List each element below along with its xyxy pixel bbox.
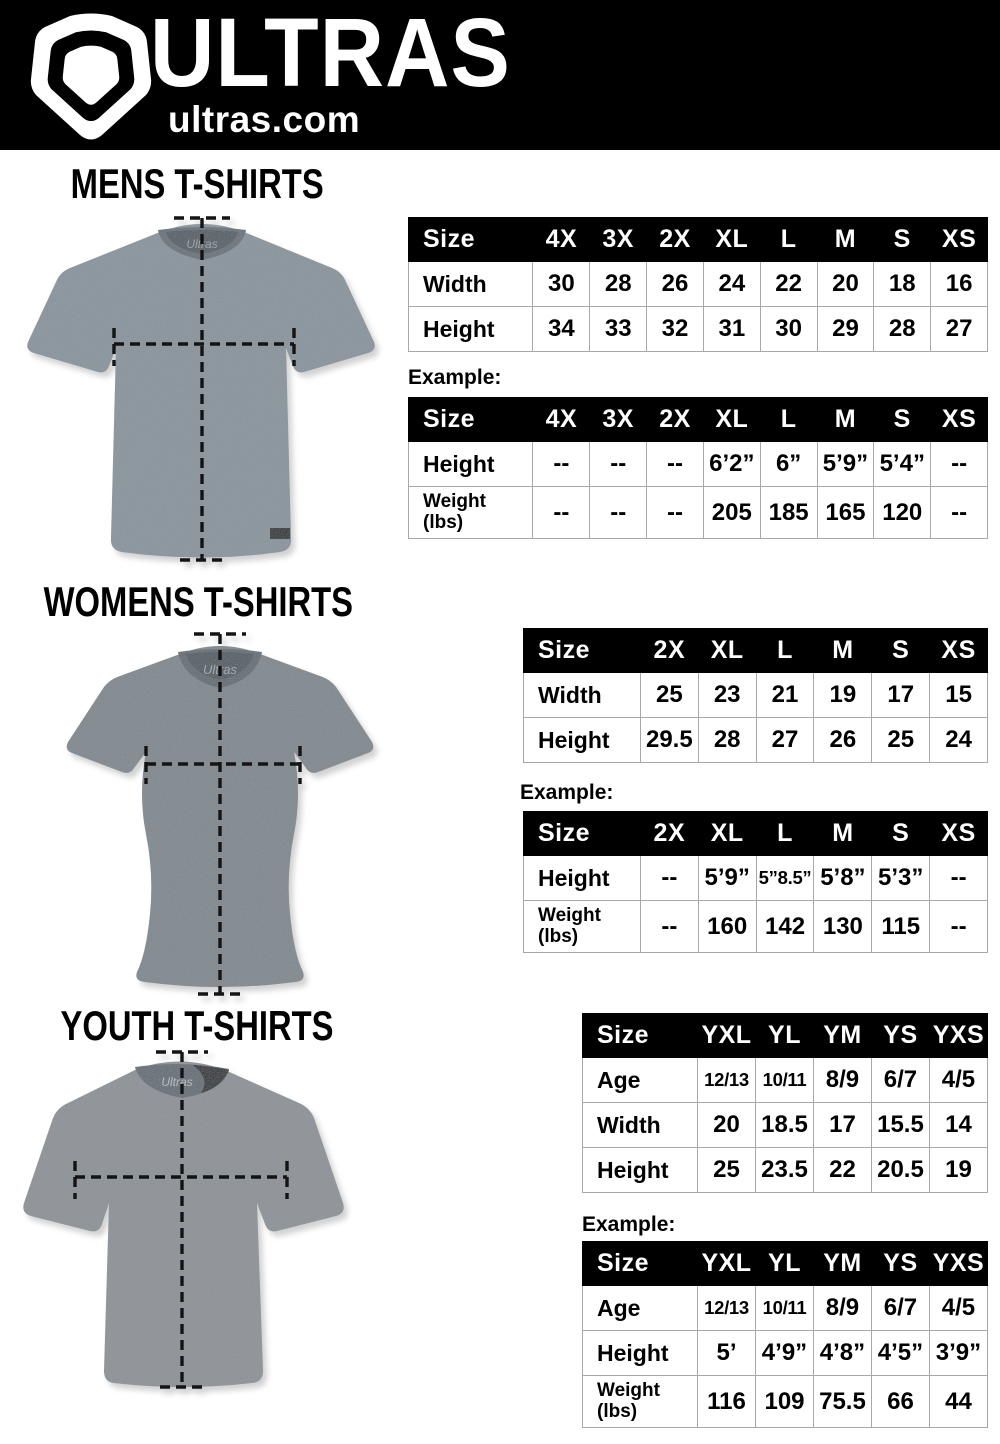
size-column-header: S <box>874 398 931 442</box>
hem-tag <box>270 528 290 539</box>
cell-value: 21 <box>756 673 814 718</box>
cell-value: 28 <box>874 307 931 352</box>
row-label: Width <box>409 262 533 307</box>
size-column-header: YS <box>871 1242 929 1286</box>
youth-example-table <box>582 1241 988 1428</box>
size-column-header: 2X <box>647 218 704 262</box>
cell-value: 15.5 <box>871 1103 929 1148</box>
size-column-header: L <box>760 398 817 442</box>
cell-value: 24 <box>703 262 760 307</box>
cell-value: 33 <box>590 307 647 352</box>
cell-value: -- <box>931 487 988 539</box>
cell-value: 44 <box>929 1376 987 1428</box>
size-column-header: XS <box>931 398 988 442</box>
size-column-header: XL <box>703 218 760 262</box>
cell-value: 120 <box>874 487 931 539</box>
womens-example-label: Example: <box>520 781 614 804</box>
size-column-header: 2X <box>647 398 704 442</box>
cell-value: -- <box>647 487 704 539</box>
cell-value: 3’9” <box>929 1331 987 1376</box>
cell-value: 160 <box>698 901 756 953</box>
cell-value: 4’9” <box>756 1331 814 1376</box>
cell-value: 22 <box>813 1148 871 1193</box>
size-column-header: 3X <box>590 398 647 442</box>
cell-value: 5’9” <box>698 856 756 901</box>
size-column-header: M <box>814 629 872 673</box>
cell-value: 17 <box>813 1103 871 1148</box>
cell-value: 10/11 <box>756 1286 814 1331</box>
size-column-header: 4X <box>533 398 590 442</box>
size-column-header: L <box>756 812 814 856</box>
cell-value: 5’8” <box>814 856 872 901</box>
cell-value: -- <box>640 901 698 953</box>
size-column-header: YL <box>756 1242 814 1286</box>
mens-example-table <box>408 397 988 539</box>
size-column-header: XL <box>698 629 756 673</box>
table-row <box>409 487 988 539</box>
cell-value: -- <box>590 487 647 539</box>
size-column-header: L <box>760 218 817 262</box>
cell-value: 19 <box>814 673 872 718</box>
size-column-header: S <box>872 629 930 673</box>
mens-example-label: Example: <box>408 366 502 389</box>
cell-value: 130 <box>814 901 872 953</box>
cell-value: 25 <box>872 718 930 763</box>
table-row <box>524 673 988 718</box>
cell-value: 205 <box>703 487 760 539</box>
neck-label: Ultras <box>186 237 218 251</box>
mens-tshirt-image <box>10 208 400 570</box>
cell-value: 8/9 <box>813 1286 871 1331</box>
cell-value: 17 <box>872 673 930 718</box>
cell-value: -- <box>930 856 988 901</box>
row-label: Height <box>583 1148 698 1193</box>
youth-example-label: Example: <box>582 1213 676 1236</box>
neck-label: Ultras <box>161 1075 193 1089</box>
cell-value: 30 <box>533 262 590 307</box>
cell-value: 115 <box>872 901 930 953</box>
table-row <box>409 307 988 352</box>
cell-value: 5’3” <box>872 856 930 901</box>
cell-value: 6” <box>760 442 817 487</box>
cell-value: 165 <box>817 487 874 539</box>
size-column-header: S <box>874 218 931 262</box>
brand-wordmark: ULTRAS <box>150 0 511 107</box>
size-column-header: XS <box>931 218 988 262</box>
table-row <box>409 262 988 307</box>
cell-value: 19 <box>929 1148 987 1193</box>
cell-value: 31 <box>703 307 760 352</box>
youth-section-title: YOUTH T-SHIRTS <box>60 1002 334 1049</box>
row-label: Width <box>524 673 641 718</box>
cell-value: 27 <box>756 718 814 763</box>
cell-value: 185 <box>760 487 817 539</box>
cell-value: 14 <box>929 1103 987 1148</box>
womens-example-table <box>523 811 988 953</box>
cell-value: 28 <box>590 262 647 307</box>
size-corner-header: Size <box>583 1014 698 1058</box>
cell-value: 25 <box>640 673 698 718</box>
womens-size-table <box>523 628 988 763</box>
cell-value: 5’ <box>698 1331 756 1376</box>
size-column-header: YL <box>756 1014 814 1058</box>
table-row <box>583 1286 988 1331</box>
size-column-header: M <box>817 218 874 262</box>
size-corner-header: Size <box>409 398 533 442</box>
row-label: Height <box>524 856 641 901</box>
cell-value: 25 <box>698 1148 756 1193</box>
cell-value: 26 <box>814 718 872 763</box>
size-corner-header: Size <box>409 218 533 262</box>
cell-value: 29 <box>817 307 874 352</box>
cell-value: 34 <box>533 307 590 352</box>
table-row <box>409 442 988 487</box>
table-row <box>583 1148 988 1193</box>
table-row <box>583 1058 988 1103</box>
cell-value: -- <box>931 442 988 487</box>
cell-value: 5”8.5” <box>756 856 814 901</box>
table-row <box>524 856 988 901</box>
cell-value: 142 <box>756 901 814 953</box>
table-header-row <box>409 398 988 442</box>
row-label: Height <box>409 442 533 487</box>
mens-size-table-wrap <box>408 217 988 352</box>
row-label: Height <box>524 718 641 763</box>
youth-size-table-wrap <box>582 1013 988 1193</box>
size-column-header: YM <box>813 1014 871 1058</box>
cell-value: 30 <box>760 307 817 352</box>
table-row <box>524 901 988 953</box>
youth-tshirt-image <box>5 1043 367 1401</box>
header-bar <box>0 0 1000 150</box>
cell-value: 28 <box>698 718 756 763</box>
cell-value: 20 <box>817 262 874 307</box>
mens-example-table-wrap <box>408 397 988 539</box>
table-row <box>583 1331 988 1376</box>
size-corner-header: Size <box>524 629 641 673</box>
cell-value: 15 <box>930 673 988 718</box>
row-label: Weight (lbs) <box>409 487 533 539</box>
cell-value: 66 <box>871 1376 929 1428</box>
cell-value: -- <box>590 442 647 487</box>
size-column-header: M <box>814 812 872 856</box>
size-column-header: 3X <box>590 218 647 262</box>
table-row <box>583 1103 988 1148</box>
size-column-header: YXS <box>929 1014 987 1058</box>
cell-value: -- <box>533 487 590 539</box>
cell-value: 6/7 <box>871 1286 929 1331</box>
cell-value: 23.5 <box>756 1148 814 1193</box>
pentagon-shield-icon <box>30 8 152 142</box>
size-column-header: 4X <box>533 218 590 262</box>
cell-value: 116 <box>698 1376 756 1428</box>
cell-value: 16 <box>931 262 988 307</box>
cell-value: 4/5 <box>929 1286 987 1331</box>
row-label: Height <box>583 1331 698 1376</box>
cell-value: 10/11 <box>756 1058 814 1103</box>
cell-value: 22 <box>760 262 817 307</box>
size-column-header: YXL <box>698 1242 756 1286</box>
table-header-row <box>524 629 988 673</box>
womens-tshirt-image <box>20 622 420 1004</box>
cell-value: 29.5 <box>640 718 698 763</box>
cell-value: 12/13 <box>698 1286 756 1331</box>
row-label: Height <box>409 307 533 352</box>
cell-value: -- <box>533 442 590 487</box>
row-label: Age <box>583 1286 698 1331</box>
size-column-header: 2X <box>640 629 698 673</box>
size-column-header: YXL <box>698 1014 756 1058</box>
row-label: Weight (lbs) <box>524 901 641 953</box>
cell-value: 32 <box>647 307 704 352</box>
cell-value: 5’9” <box>817 442 874 487</box>
cell-value: 20 <box>698 1103 756 1148</box>
table-header-row <box>409 218 988 262</box>
row-label: Weight (lbs) <box>583 1376 698 1428</box>
cell-value: 6’2” <box>703 442 760 487</box>
size-column-header: XS <box>930 812 988 856</box>
cell-value: 6/7 <box>871 1058 929 1103</box>
table-row <box>583 1376 988 1428</box>
cell-value: -- <box>930 901 988 953</box>
youth-size-table <box>582 1013 988 1193</box>
cell-value: 8/9 <box>813 1058 871 1103</box>
size-column-header: L <box>756 629 814 673</box>
size-column-header: S <box>872 812 930 856</box>
cell-value: 18.5 <box>756 1103 814 1148</box>
size-corner-header: Size <box>524 812 641 856</box>
cell-value: 75.5 <box>813 1376 871 1428</box>
size-column-header: YXS <box>929 1242 987 1286</box>
table-header-row <box>524 812 988 856</box>
mens-section-title: MENS T-SHIRTS <box>70 160 324 207</box>
table-header-row <box>583 1242 988 1286</box>
cell-value: -- <box>647 442 704 487</box>
cell-value: 23 <box>698 673 756 718</box>
youth-example-table-wrap <box>582 1241 988 1428</box>
cell-value: -- <box>640 856 698 901</box>
cell-value: 109 <box>756 1376 814 1428</box>
row-label: Age <box>583 1058 698 1103</box>
size-column-header: 2X <box>640 812 698 856</box>
cell-value: 4’5” <box>871 1331 929 1376</box>
neck-label: Ultras <box>203 662 237 677</box>
site-url: ultras.com <box>168 99 361 140</box>
womens-section-title: WOMENS T-SHIRTS <box>43 578 354 625</box>
size-column-header: XL <box>698 812 756 856</box>
shirt-body <box>23 1061 343 1387</box>
table-header-row <box>583 1014 988 1058</box>
cell-value: 27 <box>931 307 988 352</box>
size-column-header: M <box>817 398 874 442</box>
cell-value: 4’8” <box>813 1331 871 1376</box>
size-column-header: XL <box>703 398 760 442</box>
table-row <box>524 718 988 763</box>
size-column-header: XS <box>930 629 988 673</box>
cell-value: 20.5 <box>871 1148 929 1193</box>
cell-value: 4/5 <box>929 1058 987 1103</box>
cell-value: 18 <box>874 262 931 307</box>
cell-value: 12/13 <box>698 1058 756 1103</box>
cell-value: 24 <box>930 718 988 763</box>
size-corner-header: Size <box>583 1242 698 1286</box>
cell-value: 5’4” <box>874 442 931 487</box>
mens-size-table <box>408 217 988 352</box>
size-column-header: YM <box>813 1242 871 1286</box>
cell-value: 26 <box>647 262 704 307</box>
size-column-header: YS <box>871 1014 929 1058</box>
womens-example-table-wrap <box>523 811 988 953</box>
womens-size-table-wrap <box>523 628 988 763</box>
row-label: Width <box>583 1103 698 1148</box>
